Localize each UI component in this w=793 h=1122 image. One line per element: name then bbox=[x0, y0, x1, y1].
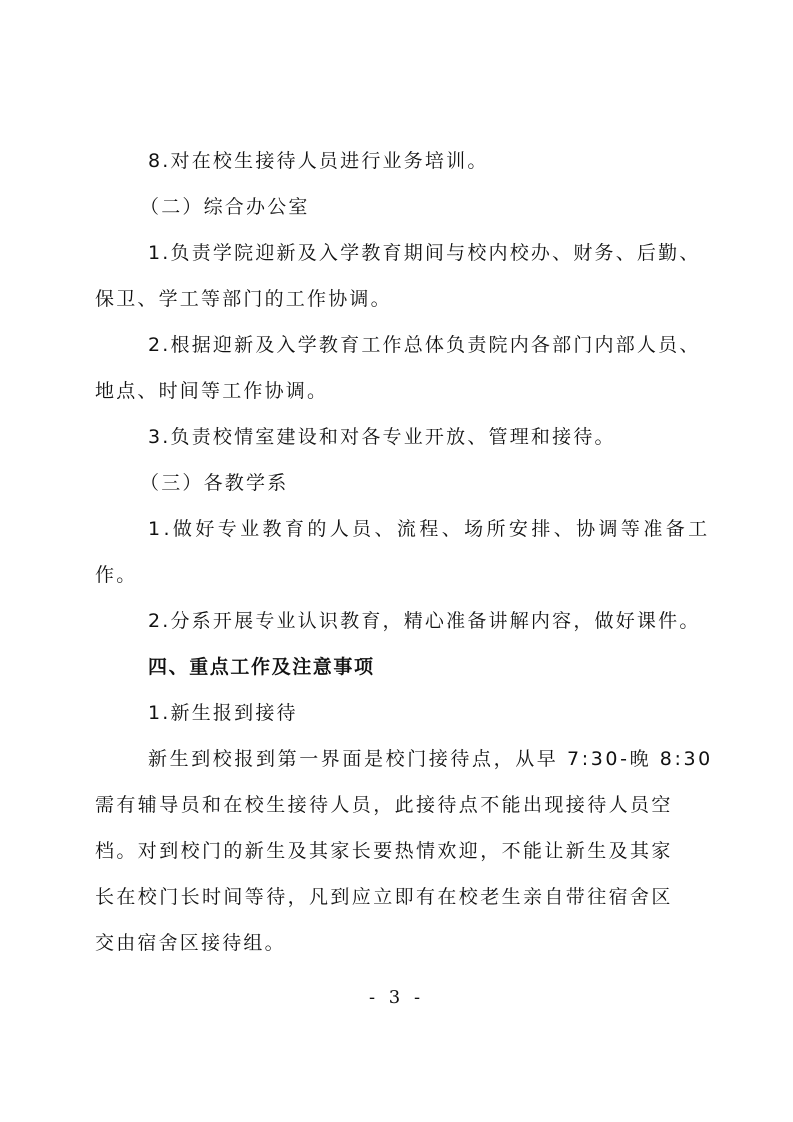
section-heading-departments: （三）各教学系 bbox=[140, 472, 289, 494]
paragraph-reception-line-3: 档。对到校门的新生及其家长要热情欢迎，不能让新生及其家 bbox=[95, 840, 673, 862]
paragraph-item-8: 8.对在校生接待人员进行业务培训。 bbox=[148, 150, 489, 172]
paragraph-office-3: 3.负责校情室建设和对各专业开放、管理和接待。 bbox=[148, 426, 616, 448]
paragraph-reception-line-4: 长在校门长时间等待，凡到应立即有在校老生亲自带往宿舍区 bbox=[95, 886, 673, 908]
paragraph-office-2-line-2: 地点、时间等工作协调。 bbox=[95, 380, 329, 402]
section-heading-key-work: 四、重点工作及注意事项 bbox=[148, 656, 375, 678]
paragraph-reception-line-1: 新生到校报到第一界面是校门接待点，从早 7:30-晚 8:30 bbox=[148, 748, 713, 770]
paragraph-office-2-line-1: 2.根据迎新及入学教育工作总体负责院内各部门内部人员、 bbox=[148, 334, 701, 356]
paragraph-office-1-line-1: 1.负责学院迎新及入学教育期间与校内校办、财务、后勤、 bbox=[148, 242, 701, 264]
paragraph-dept-1-line-2: 作。 bbox=[95, 564, 138, 586]
page-number: - 3 - bbox=[368, 987, 425, 1008]
paragraph-reception-line-5: 交由宿舍区接待组。 bbox=[95, 932, 286, 954]
subheading-reception: 1.新生报到接待 bbox=[148, 702, 298, 724]
paragraph-reception-line-2: 需有辅导员和在校生接待人员，此接待点不能出现接待人员空 bbox=[95, 794, 673, 816]
section-heading-general-office: （二）综合办公室 bbox=[140, 196, 310, 218]
paragraph-office-1-line-2: 保卫、学工等部门的工作协调。 bbox=[95, 288, 392, 310]
paragraph-dept-1-line-1: 1.做好专业教育的人员、流程、场所安排、协调等准备工 bbox=[148, 518, 711, 540]
paragraph-dept-2: 2.分系开展专业认识教育，精心准备讲解内容，做好课件。 bbox=[148, 610, 701, 632]
